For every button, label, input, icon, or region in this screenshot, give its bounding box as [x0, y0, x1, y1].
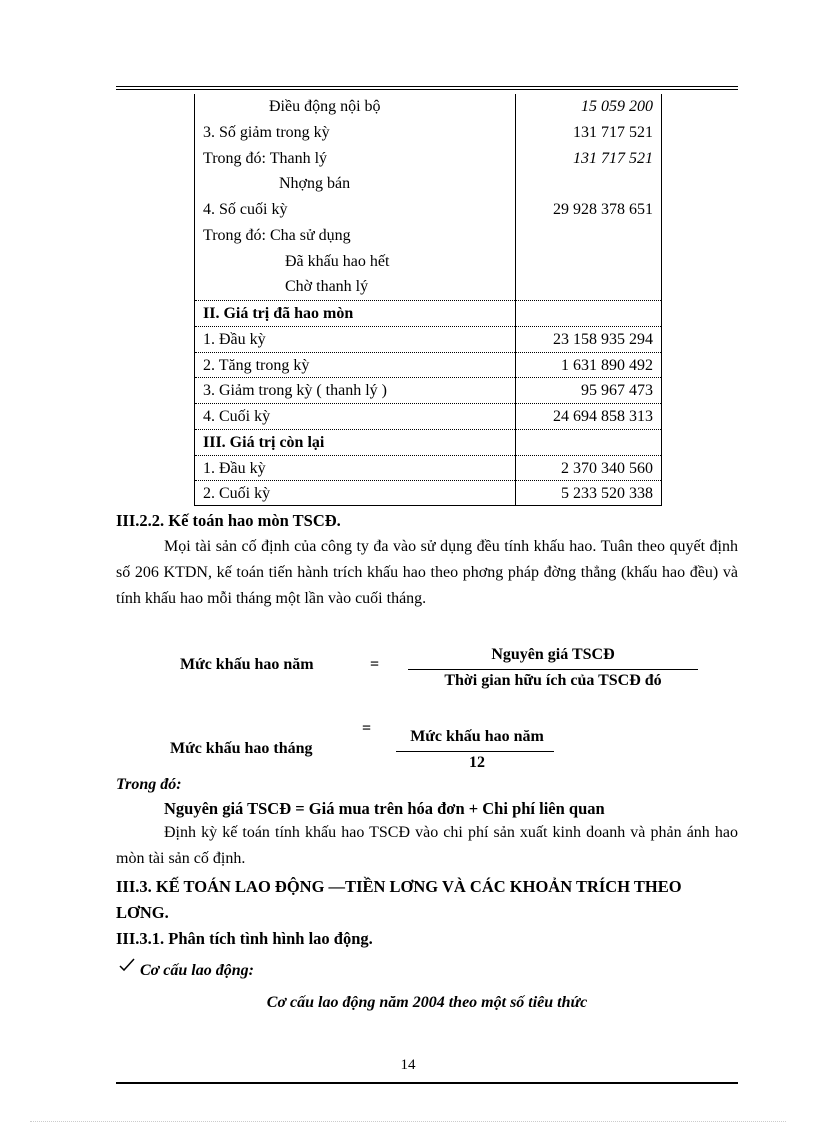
table-row	[195, 377, 661, 403]
row-label: II. Giá trị đã hao mòn	[203, 305, 354, 322]
annual-fraction-bar	[408, 669, 698, 670]
section-heading-3-3-1: III.3.1. Phân tích tình hình lao động.	[116, 929, 373, 948]
row-label: 2. Tăng trong kỳ	[203, 356, 310, 374]
table-row	[195, 274, 661, 299]
table-row	[195, 94, 661, 119]
row-value: 15 059 200	[581, 98, 653, 115]
table-row	[195, 223, 661, 248]
table-row	[195, 403, 661, 429]
table-row	[195, 480, 661, 506]
row-label: 2. Cuối kỳ	[203, 485, 271, 503]
row-value: 24 694 858 313	[553, 408, 653, 425]
table-row	[195, 352, 661, 378]
row-value: 29 928 378 651	[553, 201, 653, 218]
row-value: 131 717 521	[573, 149, 653, 167]
table-row	[195, 455, 661, 481]
table-row	[195, 249, 661, 274]
page-number: 14	[400, 1057, 416, 1073]
row-value: 23 158 935 294	[553, 330, 653, 348]
row-value: 131 717 521	[573, 123, 653, 141]
row-label: 4. Cuối kỳ	[203, 408, 271, 425]
table-caption: Cơ cấu lao động năm 2004 theo một số tiêu thức	[266, 994, 588, 1011]
table-row	[195, 146, 661, 171]
annual-numerator: Nguyên giá TSCĐ	[491, 646, 615, 663]
checkmark-icon	[118, 957, 136, 973]
monthly-equals-sign: =	[362, 720, 372, 737]
monthly-depreciation-label: Mức khấu hao tháng	[170, 740, 313, 757]
section-heading-3-3: III.3. KẾ TOÁN LAO ĐỘNG —TIỀN LƠNG VÀ CÁC KHOẢN TRÍCH THEO LƠNG.	[116, 877, 682, 922]
table-row	[195, 326, 661, 352]
monthly-numerator: Mức khấu hao năm	[410, 728, 544, 745]
page-edge-dotted-line	[30, 1121, 786, 1122]
monthly-denominator: 12	[469, 754, 485, 771]
footer-rule	[116, 1082, 738, 1084]
annual-equals-sign: =	[370, 656, 380, 673]
row-label: Điều động nội bộ	[269, 98, 381, 115]
row-value: 2 370 340 560	[561, 459, 653, 477]
row-label: 1. Đầu kỳ	[203, 330, 266, 348]
header-rule-secondary	[116, 89, 738, 90]
row-label: Đã khấu hao hết	[285, 252, 390, 270]
depreciation-paragraph: Mọi tài sản cố định của công ty đa vào sử dụng đều tính khấu hao. Tuân theo quyết định số 206 KTDN, kế toán tiến hành trích khấu hao theo phơng pháp đờng thẳng (khấu hao đều) và tính khấu hao mỗi tháng một lần vào cuối tháng.	[116, 538, 738, 607]
header-rule	[116, 86, 738, 87]
periodic-depreciation-paragraph: Định kỳ kế toán tính khấu hao TSCĐ vào chi phí sản xuất kinh doanh và phản ánh hao mòn tài sản cố định.	[116, 824, 738, 867]
table-row	[195, 120, 661, 145]
row-label: 1. Đầu kỳ	[203, 459, 266, 477]
table-row	[195, 300, 661, 326]
row-value: 5 233 520 338	[561, 485, 653, 503]
row-label: Chờ thanh lý	[285, 278, 369, 296]
annual-depreciation-label: Mức khấu hao năm	[180, 656, 314, 673]
table-row	[195, 171, 661, 196]
cost-definition: Nguyên giá TSCĐ = Giá mua trên hóa đơn + Chi phí liên quan	[164, 799, 605, 818]
row-label: 4. Số cuối kỳ	[203, 201, 288, 218]
bullet-labor-structure: Cơ cấu lao động:	[140, 962, 254, 979]
monthly-fraction-bar	[396, 751, 554, 752]
table-row	[195, 429, 661, 455]
row-label: 3. Giảm trong kỳ ( thanh lý )	[203, 382, 387, 400]
table-row	[195, 197, 661, 222]
row-value: 1 631 890 492	[561, 356, 653, 374]
where-label: Trong đó:	[116, 776, 182, 793]
fixed-asset-table	[194, 94, 662, 506]
annual-denominator: Thời gian hữu ích của TSCĐ đó	[444, 672, 662, 689]
row-value: 95 967 473	[581, 382, 653, 400]
row-label: Trong đó: Cha sử dụng	[203, 226, 351, 244]
row-label: 3. Số giảm trong kỳ	[203, 123, 330, 141]
row-label: III. Giá trị còn lại	[203, 433, 325, 451]
row-label: Nhợng bán	[279, 175, 351, 193]
section-heading-3-2-2: III.2.2. Kế toán hao mòn TSCĐ.	[116, 511, 341, 530]
row-label: Trong đó: Thanh lý	[203, 149, 328, 167]
